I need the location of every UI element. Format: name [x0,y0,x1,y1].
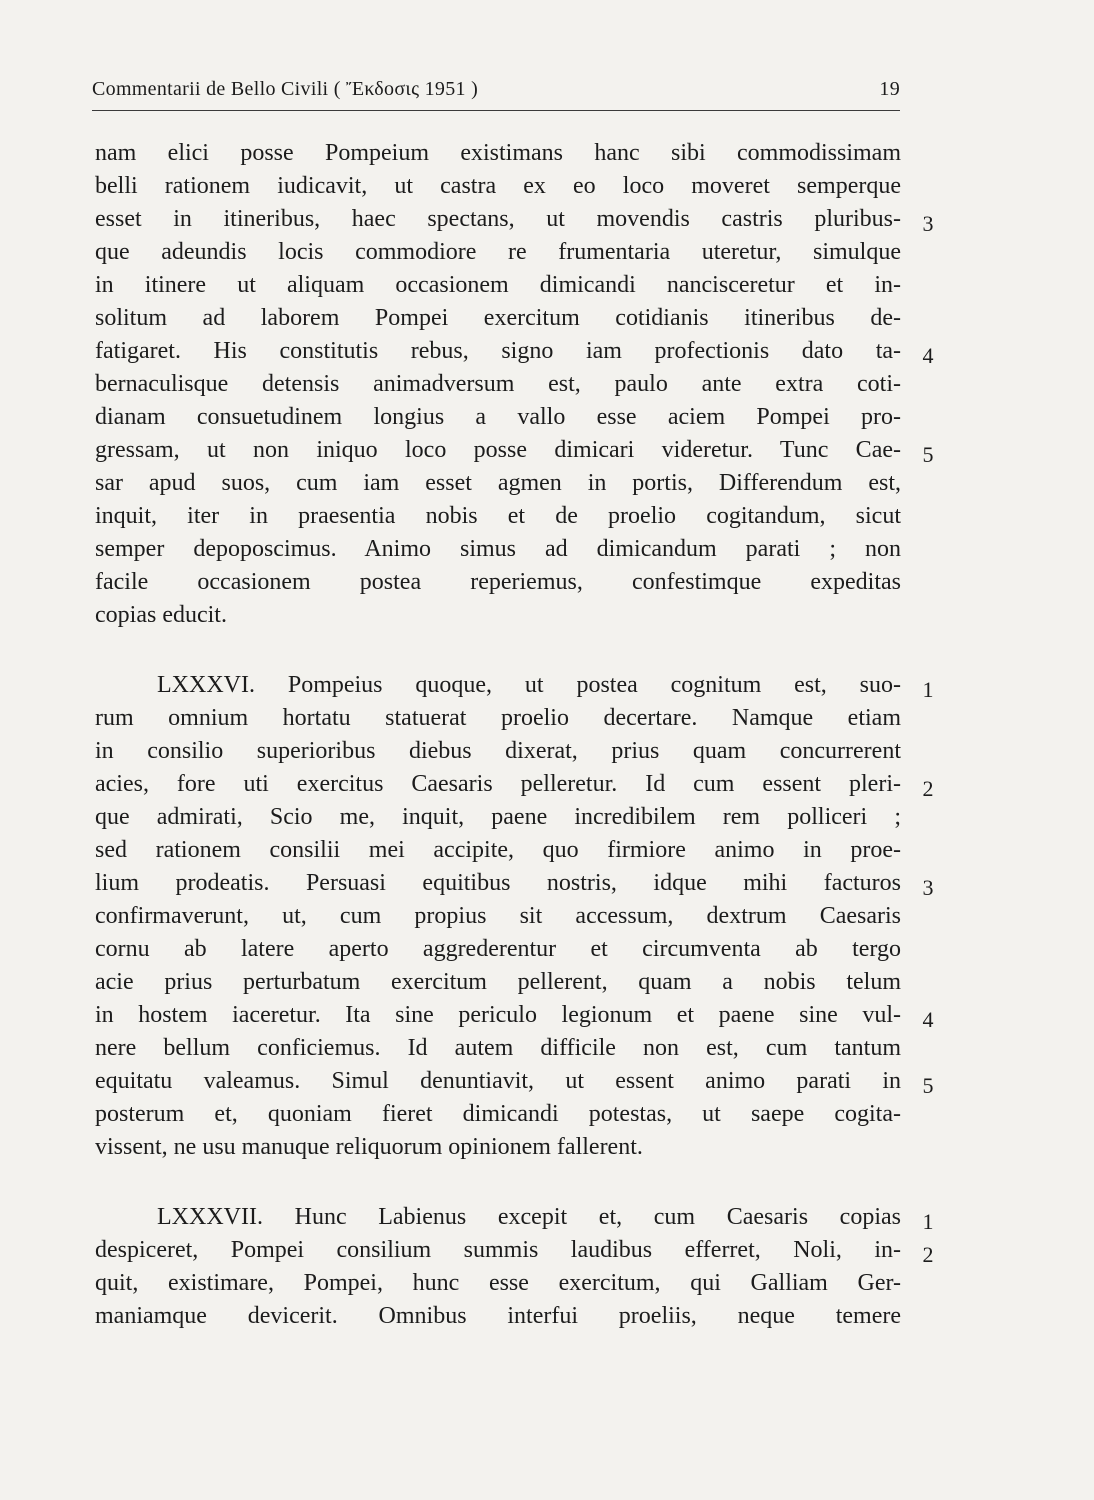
margin-number: 1 [922,677,934,702]
text-line: rum omnium hortatu statuerat proelio decertare. Namque etiam [95,705,901,731]
chapter-start-line: LXXXVI. Pompeius quoque, ut postea cognitum est, suo- [157,672,901,698]
margin-number: 5 [922,1073,934,1098]
text-line: acie prius perturbatum exercitum pellerent, quam a nobis telum [95,969,901,995]
margin-number: 4 [922,343,934,368]
text-line: nere bellum conficiemus. Id autem difficile non est, cum tantum [95,1035,901,1061]
chapter-start-line: LXXXVII. Hunc Labienus excepit et, cum Caesaris copias [157,1204,901,1230]
margin-number: 2 [922,1242,934,1267]
text-line: que adeundis locis commodiore re frumentaria uteretur, simulque [95,239,901,265]
margin-number: 5 [922,442,934,467]
text-line: quit, existimare, Pompei, hunc esse exercitum, qui Galliam Ger- [95,1270,901,1296]
text-line: belli rationem iudicavit, ut castra ex eo loco moveret semperque [95,173,901,199]
text-line: maniamque devicerit. Omnibus interfui proeliis, neque temere [95,1303,901,1329]
text-line: in itinere ut aliquam occasionem dimicandi nancisceretur et in- [95,272,901,298]
text-line: confirmaverunt, ut, cum propius sit accessum, dextrum Caesaris [95,903,901,929]
margin-number: 3 [922,875,934,900]
text-line: vissent, ne usu manuque reliquorum opinionem fallerent. [95,1134,643,1160]
text-line: in hostem iaceretur. Ita sine periculo legionum et paene sine vul- [95,1002,901,1028]
text-line: facile occasionem postea reperiemus, confestimque expeditas [95,569,901,595]
margin-number: 2 [922,776,934,801]
text-line: posterum et, quoniam fieret dimicandi potestas, ut saepe cogita- [95,1101,901,1127]
margin-number: 1 [922,1209,934,1234]
text-line: equitatu valeamus. Simul denuntiavit, ut essent animo parati in [95,1068,901,1094]
text-line: sed rationem consilii mei accipite, quo firmiore animo in proe- [95,837,901,863]
text-line: inquit, iter in praesentia nobis et de proelio cogitandum, sicut [95,503,901,529]
text-line: lium prodeatis. Persuasi equitibus nostris, idque mihi facturos [95,870,901,896]
text-line: sar apud suos, cum iam esset agmen in portis, Differendum est, [95,470,901,496]
text-line: fatigaret. His constitutis rebus, signo iam profectionis dato ta- [95,338,901,364]
text-line: gressam, ut non iniquo loco posse dimicari videretur. Tunc Cae- [95,437,901,463]
text-line: copias educit. [95,602,227,628]
text-line: que admirati, Scio me, inquit, paene incredibilem rem polliceri ; [95,804,901,830]
text-line: semper depoposcimus. Animo simus ad dimicandum parati ; non [95,536,901,562]
text-line: cornu ab latere aperto aggrederentur et circumventa ab tergo [95,936,901,962]
running-title: Commentarii de Bello Civili ( Ἔκδοσις 1951 ) [92,78,479,100]
text-line: bernaculisque detensis animadversum est, paulo ante extra coti- [95,371,901,397]
text-line: acies, fore uti exercitus Caesaris pelleretur. Id cum essent pleri- [95,771,901,797]
page-number: 19 [879,78,900,100]
text-line: nam elici posse Pompeium existimans hanc sibi commodissimam [95,140,901,166]
text-line: despiceret, Pompei consilium summis laudibus efferret, Noli, in- [95,1237,901,1263]
text-line: in consilio superioribus diebus dixerat, prius quam concurrerent [95,738,901,764]
text-line: solitum ad laborem Pompei exercitum cotidianis itineribus de- [95,305,901,331]
running-head [92,74,900,111]
margin-number: 3 [922,211,934,236]
margin-number: 4 [922,1007,934,1032]
text-line: esset in itineribus, haec spectans, ut movendis castris pluribus- [95,206,901,232]
text-line: dianam consuetudinem longius a vallo esse aciem Pompei pro- [95,404,901,430]
